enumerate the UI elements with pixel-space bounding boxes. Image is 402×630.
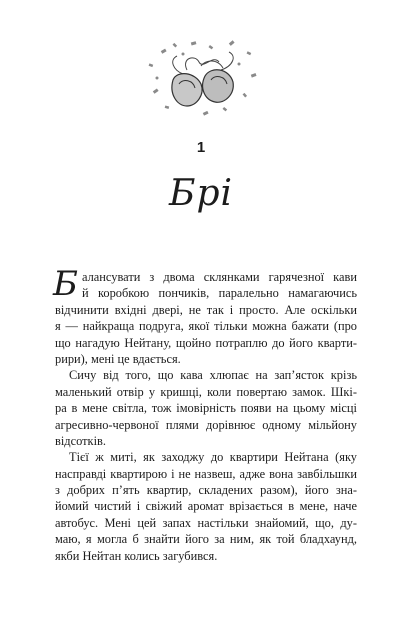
paragraph-1 (53, 264, 357, 367)
text-line: я — найкраща подруга, якої тільки можна бажати (про (55, 319, 357, 334)
text-line: й коробкою пончиків, паралельно намагаючись (82, 286, 357, 301)
chapter-title: Брі (168, 173, 233, 214)
drop-cap: Б (53, 264, 78, 304)
text-line: маленький отвір у кришці, коли повертаю замок. Шкі- (55, 384, 357, 399)
text-line: відчинити вхідні двері, не так і просто. Але оскільки (55, 302, 357, 317)
text-line: що нагадую Нейтану, щойно потраплю до його кварти- (55, 335, 357, 350)
confetti (149, 40, 257, 115)
right-ballet-shoe (203, 70, 234, 103)
chapter-body (53, 264, 357, 564)
text-line: рири), мені це вдається. (55, 351, 181, 366)
text-line: насправді квартирою і не назвеш, адже вона завбільшки (55, 466, 357, 481)
text-line: алансувати з двома склянками гарячезної кави (82, 270, 357, 284)
text-line: з добрих п’ять квартир, складених разом), його зна- (55, 483, 357, 498)
text-line: автобус. Мені цей запах настільки знайомий, що, ду- (55, 515, 357, 530)
ballet-shoes-ornament (143, 40, 259, 120)
text-line: маю, я могла б знайти його за ним, як той бладхаунд, (55, 532, 357, 547)
text-line: Сичу від того, що кава хлюпає на зап’ясток крізь (69, 368, 357, 383)
chapter-number: 1 (196, 139, 206, 156)
text-line: якби Нейтан колись загубився. (55, 548, 218, 563)
paragraph-2 (55, 367, 357, 449)
paragraph-3 (55, 449, 357, 564)
left-ballet-shoe (172, 74, 202, 106)
text-line: відсотків. (55, 433, 106, 448)
text-line: ра в мене світла, тож імовірність появи на цьому місці (55, 401, 357, 416)
text-line: агресивно-червоної плями дорівнює одному мільйону (55, 417, 357, 432)
text-line: йомий чистий і свіжий аромат врізається в мене, наче (55, 499, 357, 514)
text-line: Тієї ж миті, як заходжу до квартири Нейтана (яку (69, 450, 357, 465)
